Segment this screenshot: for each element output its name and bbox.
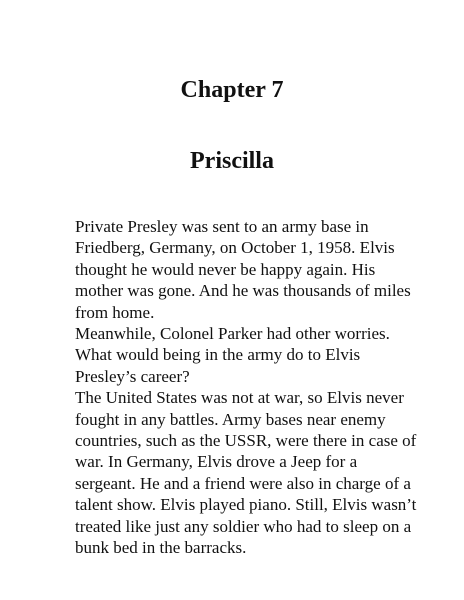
text-line: sergeant. He and a friend were also in charge of a <box>75 473 411 493</box>
text-line: treated like just any soldier who had to sleep on a <box>75 516 412 536</box>
text-line: What would being in the army do to Elvis <box>75 345 361 365</box>
body-text <box>59 216 459 559</box>
text-line: fought in any battles. Army bases near enemy <box>75 409 386 429</box>
paragraph-1 <box>59 216 459 323</box>
text-line: bunk bed in the barracks. <box>75 538 247 558</box>
paragraph-2 <box>59 323 459 387</box>
text-line: The United States was not at war, so Elvis never <box>75 388 404 408</box>
text-line: mother was gone. And he was thousands of miles <box>75 281 411 301</box>
text-line: talent show. Elvis played piano. Still, Elvis wasn’t <box>75 495 417 515</box>
text-line: Friedberg, Germany, on October 1, 1958. Elvis <box>75 238 395 258</box>
paragraph-3 <box>59 387 459 558</box>
text-line: Presley’s career? <box>75 366 190 386</box>
text-line: thought he would never be happy again. His <box>75 259 376 279</box>
chapter-title: Priscilla <box>190 148 274 174</box>
chapter-number: Chapter 7 <box>180 77 284 103</box>
text-line: from home. <box>75 302 155 322</box>
text-line: Meanwhile, Colonel Parker had other worries. <box>75 324 390 344</box>
text-line: war. In Germany, Elvis drove a Jeep for a <box>75 452 358 472</box>
text-line: countries, such as the USSR, were there in case of <box>75 431 417 451</box>
text-line: Private Presley was sent to an army base in <box>75 217 369 236</box>
